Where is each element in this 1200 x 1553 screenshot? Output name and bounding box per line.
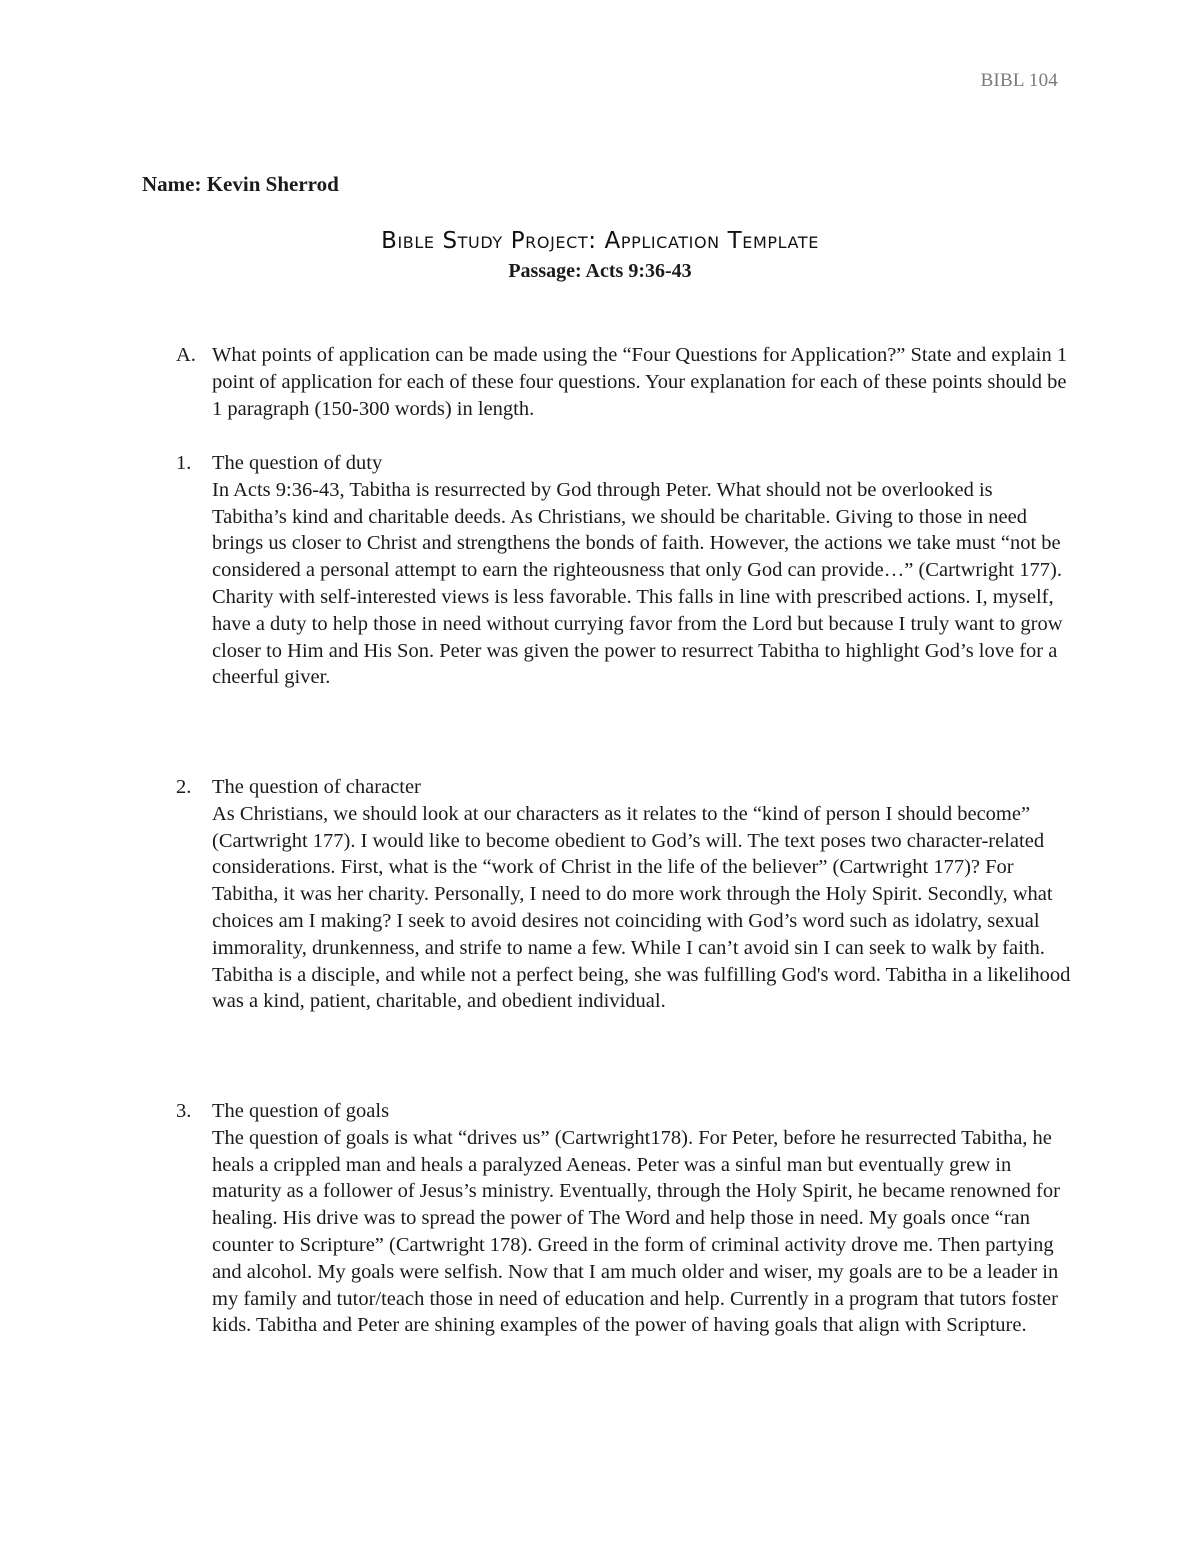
student-name: Name: Kevin Sherrod — [142, 172, 339, 196]
question-character — [142, 774, 1072, 1015]
question-title: The question of goals — [212, 1100, 390, 1122]
course-code-header: BIBL 104 — [980, 70, 1058, 91]
question-number: 3. — [176, 1100, 192, 1122]
prompt-text: What points of application can be made using the “Four Questions for Application?” State and explain 1 point of application for each of these four questions. Your explanation for each of these points should be 1 paragraph (150-300 words) in length. — [212, 344, 1068, 420]
question-title: The question of duty — [212, 452, 383, 474]
question-number: 1. — [176, 452, 192, 474]
question-goals — [142, 1098, 1072, 1339]
question-answer: As Christians, we should look at our characters as it relates to the “kind of person I should become” (Cartwright 177). I would like to become obedient to God’s will. The text poses two character-related considerations. First, what is the “work of Christ in the life of the believer” (Cartwright 177)? For Tabitha, it was her charity. Personally, I need to do more work through the Holy Spirit. Secondly, what choices am I making? I seek to avoid desires not coinciding with God’s word such as idolatry, sexual immorality, drunkenness, and strife to name a few. While I can’t avoid sin I can seek to walk by faith. Tabitha is a disciple, and while not a perfect being, she was fulfilling God's word. Tabitha in a likelihood was a kind, patient, charitable, and obedient individual. — [212, 802, 1071, 1013]
question-title: The question of character — [212, 776, 421, 798]
question-number: 2. — [176, 776, 192, 798]
question-answer: The question of goals is what “drives us” (Cartwright178). For Peter, before he resurrected Tabitha, he heals a crippled man and heals a paralyzed Aeneas. Peter was a sinful man but eventually grew in maturity as a follower of Jesus’s ministry. Eventually, through the Holy Spirit, he became renowned for healing. His drive was to spread the power of The Word and help those in need. My goals once “ran counter to Scripture” (Cartwright 178). Greed in the form of criminal activity drove me. Then partying and alcohol. My goals were selfish. Now that I am much older and wiser, my goals are to be a leader in my family and tutor/teach those in need of education and help. Currently in a program that tutors foster kids. Tabitha and Peter are shining examples of the power of having goals that align with Scripture. — [212, 1126, 1060, 1337]
page-title: Bible Study Project: Application Template — [381, 228, 819, 254]
prompt-marker: A. — [176, 344, 196, 366]
question-duty — [142, 450, 1072, 691]
passage-reference: Passage: Acts 9:36-43 — [508, 260, 692, 282]
prompt-section — [142, 342, 1072, 422]
question-answer: In Acts 9:36-43, Tabitha is resurrected by God through Peter. What should not be overlooked is Tabitha’s kind and charitable deeds. As Christians, we should be charitable. Giving to those in need brings us closer to Christ and strengthens the bonds of faith. However, the actions we take must “not be considered a personal attempt to earn the righteousness that only God can provide…” (Cartwright 177). Charity with self-interested views is less favorable. This falls in line with prescribed actions. I, myself, have a duty to help those in need without currying favor from the Lord but because I truly want to grow closer to Him and His Son. Peter was given the power to resurrect Tabitha to highlight God’s love for a cheerful giver. — [212, 478, 1063, 689]
